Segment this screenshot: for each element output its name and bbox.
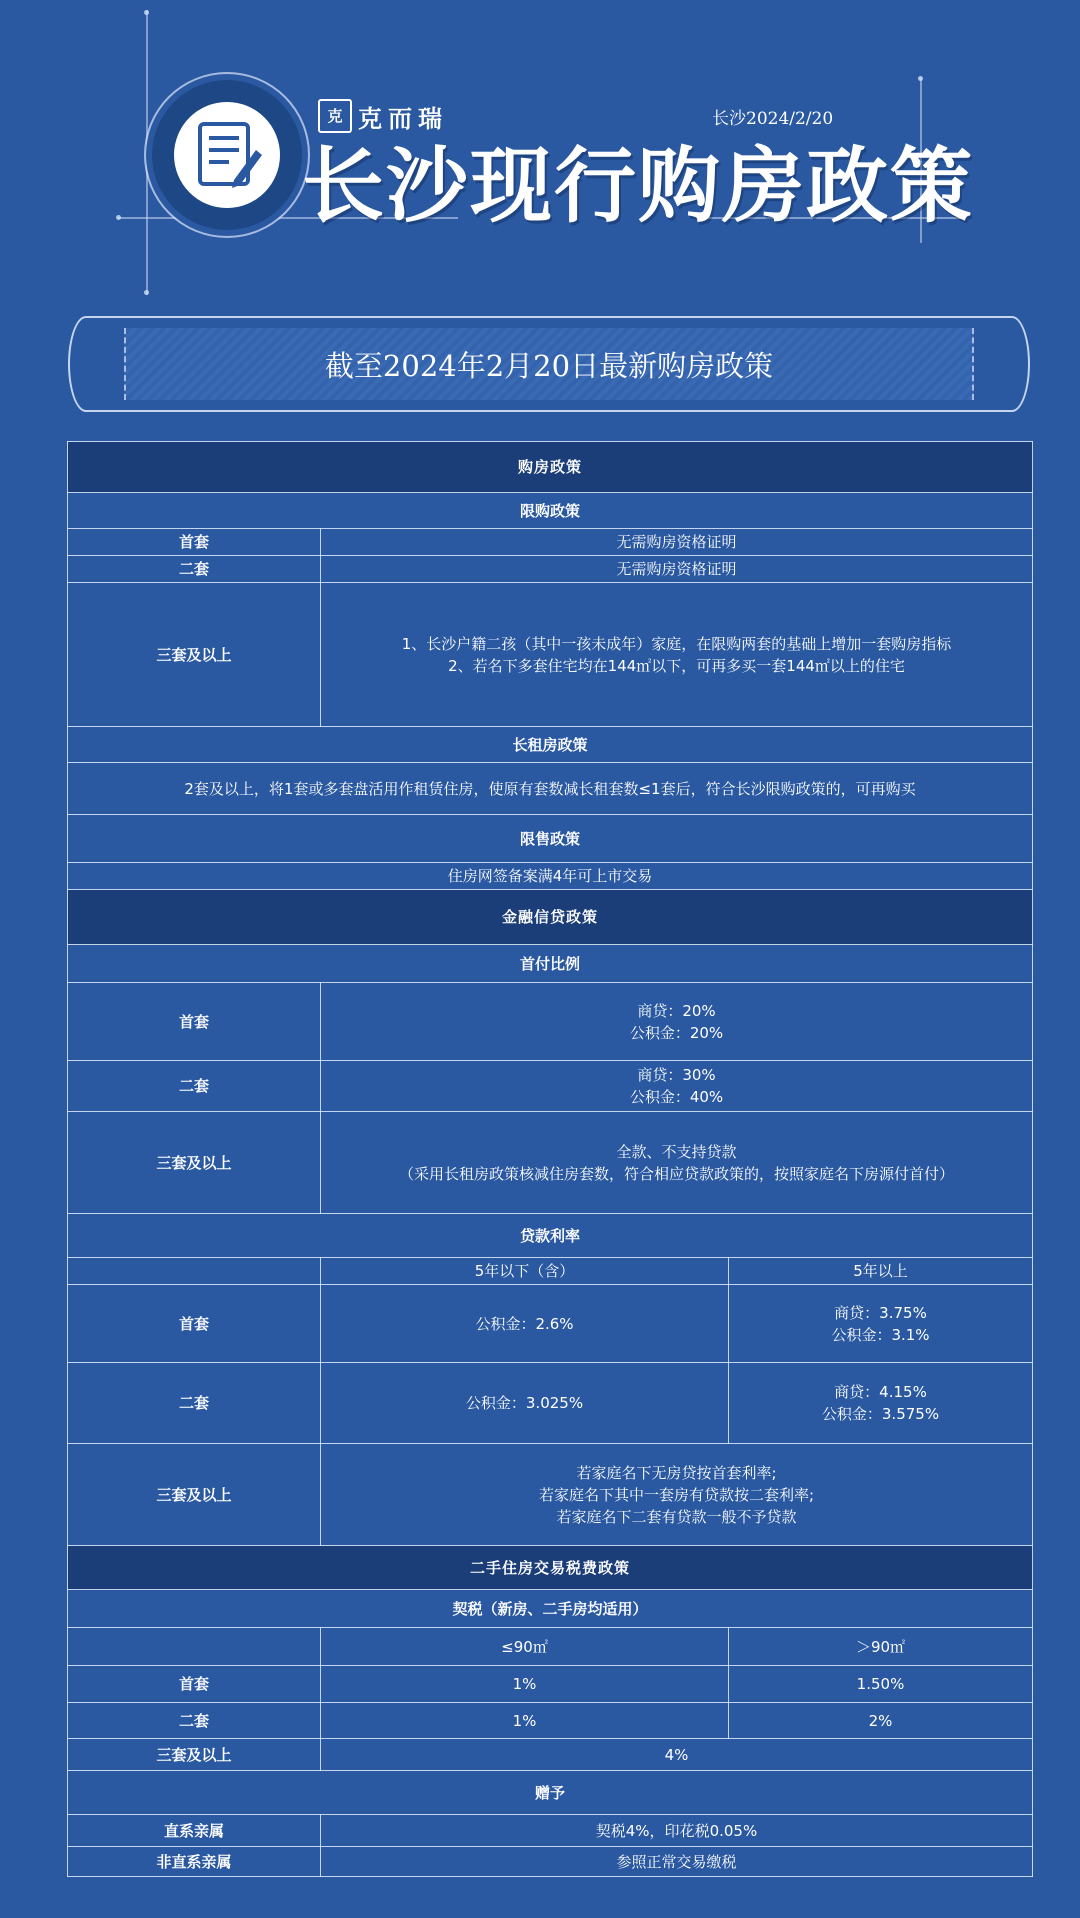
row-label: 首套 [68, 1285, 321, 1363]
guide-dot [144, 10, 149, 15]
row-label: 三套及以上 [68, 1112, 321, 1214]
empty-cell [68, 1258, 321, 1285]
text-line: 1、长沙户籍二孩（其中一孩未成年）家庭，在限购两套的基础上增加一套购房指标 [401, 634, 952, 653]
header-badge [152, 80, 302, 230]
subsection-header [68, 1590, 1033, 1628]
guide-line [146, 10, 148, 295]
text-line: 全款、不支持贷款 [616, 1142, 737, 1161]
section-title: 购房政策 [68, 442, 1033, 493]
text-line: 公积金：40% [629, 1088, 724, 1106]
row-value [321, 1112, 1033, 1214]
subsection-title: 贷款利率 [68, 1214, 1033, 1258]
subsection-title: 赠予 [68, 1771, 1033, 1815]
subsection-header [68, 1771, 1033, 1815]
row-value: 参照正常交易缴税 [321, 1847, 1033, 1877]
column-header: ≤90㎡ [321, 1628, 729, 1666]
row-value: 2套及以上，将1套或多套盘活用作租赁住房，使原有套数减长租套数≤1套后，符合长沙限购政策的，可再购买 [68, 763, 1033, 815]
row-value [729, 1363, 1033, 1444]
guide-dot [144, 290, 149, 295]
text-line: 公积金：3.1% [831, 1325, 930, 1344]
row-value: 公积金：2.6% [321, 1285, 729, 1363]
document-icon [174, 102, 280, 208]
row-label: 二套 [68, 556, 321, 583]
table-row [68, 529, 1033, 556]
text-line: （采用长租房政策核减住房套数，符合相应贷款政策的，按照家庭名下房源付首付） [398, 1164, 954, 1183]
row-label: 二套 [68, 1363, 321, 1444]
row-value [321, 1444, 1033, 1546]
column-header: ＞90㎡ [729, 1628, 1033, 1666]
subsection-title: 限购政策 [68, 493, 1033, 529]
text-line: 公积金：3.575% [821, 1405, 940, 1423]
empty-cell [68, 1628, 321, 1666]
section-header [68, 442, 1033, 493]
page-title: 长沙现行购房政策 [302, 139, 975, 234]
table-row [68, 1061, 1033, 1112]
section-header [68, 1546, 1033, 1590]
banner-scroll [68, 316, 1030, 412]
row-value: 4% [321, 1739, 1033, 1771]
table-row [68, 1258, 1033, 1285]
row-label: 三套及以上 [68, 583, 321, 727]
subsection-title: 长租房政策 [68, 727, 1033, 763]
subsection-header [68, 727, 1033, 763]
text-line: 2、若名下多套住宅均在144㎡以下，可再多买一套144㎡以上的住宅 [448, 656, 905, 675]
guide-dot [116, 215, 121, 220]
table-row [68, 1112, 1033, 1214]
section-title: 金融信贷政策 [68, 890, 1033, 945]
row-value [321, 983, 1033, 1061]
row-label: 首套 [68, 1666, 321, 1703]
row-value: 2% [729, 1703, 1033, 1739]
table-row [68, 1703, 1033, 1739]
text-line: 公积金：20% [629, 1023, 724, 1042]
row-value: 1% [321, 1703, 729, 1739]
row-value: 1.50% [729, 1666, 1033, 1703]
section-header [68, 890, 1033, 945]
subsection-title: 契税（新房、二手房均适用） [68, 1590, 1033, 1628]
row-label: 二套 [68, 1703, 321, 1739]
table-row [68, 983, 1033, 1061]
row-label: 三套及以上 [68, 1444, 321, 1546]
row-value [729, 1285, 1033, 1363]
table-row [68, 1666, 1033, 1703]
subsection-header [68, 493, 1033, 529]
text-line: 商贷：20% [637, 1001, 716, 1020]
row-value: 住房网签备案满4年可上市交易 [68, 863, 1033, 890]
row-label: 首套 [68, 529, 321, 556]
row-value: 契税4%，印花税0.05% [321, 1815, 1033, 1847]
table-row [68, 1628, 1033, 1666]
row-value [321, 583, 1033, 727]
row-value: 无需购房资格证明 [321, 556, 1033, 583]
brand-name: 克而瑞 [358, 104, 448, 133]
subsection-title: 限售政策 [68, 815, 1033, 863]
subsection-header [68, 815, 1033, 863]
table-row [68, 1739, 1033, 1771]
subsection-header [68, 1214, 1033, 1258]
row-value: 无需购房资格证明 [321, 529, 1033, 556]
table-row [68, 556, 1033, 583]
row-label: 首套 [68, 983, 321, 1061]
banner-text: 截至2024年2月20日最新购房政策 [324, 348, 774, 383]
column-header: 5年以上 [729, 1258, 1033, 1285]
header-date: 长沙2024/2/20 [712, 109, 834, 129]
text-line: 商贷：3.75% [834, 1303, 927, 1322]
table-row [68, 1847, 1033, 1877]
row-label: 二套 [68, 1061, 321, 1112]
section-title: 二手住房交易税费政策 [68, 1546, 1033, 1590]
text-line: 商贷：30% [637, 1066, 716, 1084]
table-row [68, 1815, 1033, 1847]
brand-mark: 克 [318, 99, 352, 133]
table-row [68, 863, 1033, 890]
row-value [321, 1061, 1033, 1112]
text-line: 商贷：4.15% [834, 1383, 927, 1401]
text-line: 若家庭名下无房贷按首套利率; [576, 1463, 777, 1482]
row-value: 1% [321, 1666, 729, 1703]
brand-logo [318, 98, 448, 134]
table-row [68, 1285, 1033, 1363]
row-label: 三套及以上 [68, 1739, 321, 1771]
row-label: 非直系亲属 [68, 1847, 321, 1877]
guide-dot [918, 76, 923, 81]
subsection-header [68, 945, 1033, 983]
table-row [68, 583, 1033, 727]
subsection-title: 首付比例 [68, 945, 1033, 983]
column-header: 5年以下（含） [321, 1258, 729, 1285]
table-row [68, 763, 1033, 815]
table-row [68, 1444, 1033, 1546]
policy-table [67, 441, 1033, 1877]
row-label: 直系亲属 [68, 1815, 321, 1847]
table-row [68, 1363, 1033, 1444]
row-value: 公积金：3.025% [321, 1363, 729, 1444]
text-line: 若家庭名下其中一套房有贷款按二套利率; [538, 1485, 815, 1504]
text-line: 若家庭名下二套有贷款一般不予贷款 [556, 1507, 797, 1526]
